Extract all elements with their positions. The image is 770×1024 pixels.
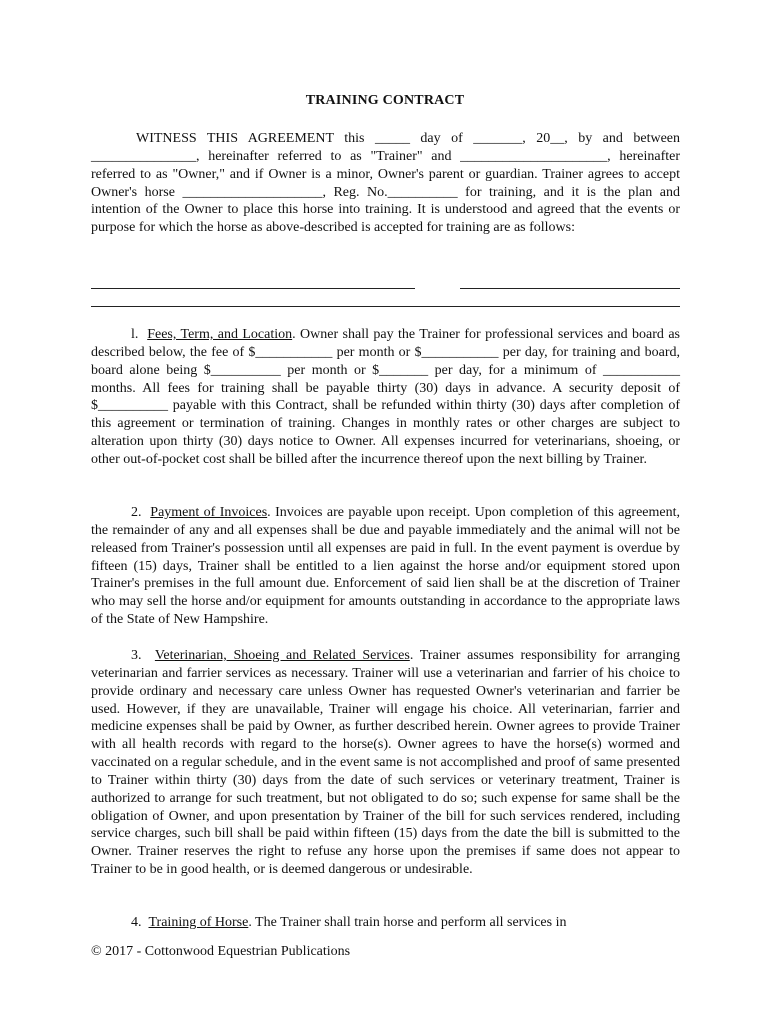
section-text: . The Trainer shall train horse and perform all services in xyxy=(248,915,567,930)
section-payment xyxy=(91,504,680,629)
document-title: TRAINING CONTRACT xyxy=(305,93,465,108)
section-heading: Training of Horse xyxy=(148,915,249,930)
section-number: 4. xyxy=(131,915,142,930)
section-veterinarian xyxy=(91,647,680,879)
section-number: 2. xyxy=(131,505,142,520)
section-heading: Fees, Term, and Location xyxy=(147,327,293,342)
intro-text: WITNESS THIS AGREEMENT this _____ day of _______, 20__, by and between _______________, hereinafter referred to as "Trainer" and _____________________, hereinafter referred to as "Owner," and if Owner is a minor, Owner's parent or guardian. Trainer agrees to accept Owner's horse ____________________, Reg. No.__________ for training, and it is the plan and intention of the Owner to place this horse into training. It is understood and agreed that the events or purpose for which the horse as above-described is accepted for training are as follows: xyxy=(91,131,680,236)
section-training xyxy=(91,914,680,932)
section-text: . Invoices are payable upon receipt. Upon completion of this agreement, the remainder of any and all expenses shall be due and payable immediately and the animal will not be released from Trainer's possession until all expenses are paid in full. In the event payment is overdue by fifteen (15) days, Trainer shall be entitled to a lien against the horse and/or equipment stored upon Trainer's premises in the full amount due. Enforcement of said lien shall be at the discretion of Trainer who may sell the horse and/or equipment for amounts outstanding in accordance to the appropriate laws of the State of New Hampshire. xyxy=(91,505,681,628)
section-text: . Trainer assumes responsibility for arranging veterinarian and farrier services as necessary. Trainer will use a veterinarian and farrier of his choice to provide ordinary and necessary care unless Owner has requested Owner's veterinarian and farrier be used. However, if they are unavailable, Trainer will engage his choice. All veterinarian, farrier and medicine expenses shall be paid by Owner, as further described herein. Owner agrees to provide Trainer with all health records with regard to the horse(s). Owner agrees to have the horse(s) wormed and vaccinated on a regular schedule, and in the event same is not accomplished and proof of same presented to Trainer within thirty (30) days from the date of such services or veterinary treatment, Trainer is authorized to arrange for such treatment, but not obligated to do so; such expense for same shall be the obligation of Owner, and upon presentation by Trainer of the bill for such services rendered, including service charges, such bill shall be paid within fifteen (15) days from the date the bill is submitted to the Owner. Trainer reserves the right to refuse any horse upon the premises if same does not appear to Trainer to be in good health, or is deemed dangerous or undesirable. xyxy=(91,648,681,878)
section-fees xyxy=(91,326,680,469)
blank-line xyxy=(91,306,680,307)
blank-line xyxy=(91,288,415,289)
blank-line xyxy=(460,288,680,289)
section-heading: Payment of Invoices xyxy=(150,505,268,520)
section-number: 3. xyxy=(131,648,142,663)
section-text: . Owner shall pay the Trainer for professional services and board as described below, the fee of $___________ per month or $___________ per day, for training and board, board alone being $__________ per month or $_______ per day, for a minimum of ___________ months. All fees for training shall be payable thirty (30) days in advance. A security deposit of $__________ payable with this Contract, shall be refunded within thirty (30) days after completion of this agreement or termination of training. Changes in monthly rates or other charges are subject to alteration upon thirty (30) days notice to Owner. All expenses incurred for veterinarians, shoeing, or other out-of-pocket cost shall be billed after the incurrence thereof upon the next billing by Trainer. xyxy=(91,327,680,467)
intro-paragraph xyxy=(91,130,680,237)
section-number: l. xyxy=(131,327,139,342)
section-heading: Veterinarian, Shoeing and Related Services xyxy=(154,648,410,663)
copyright-footer: © 2017 - Cottonwood Equestrian Publications xyxy=(91,944,351,959)
